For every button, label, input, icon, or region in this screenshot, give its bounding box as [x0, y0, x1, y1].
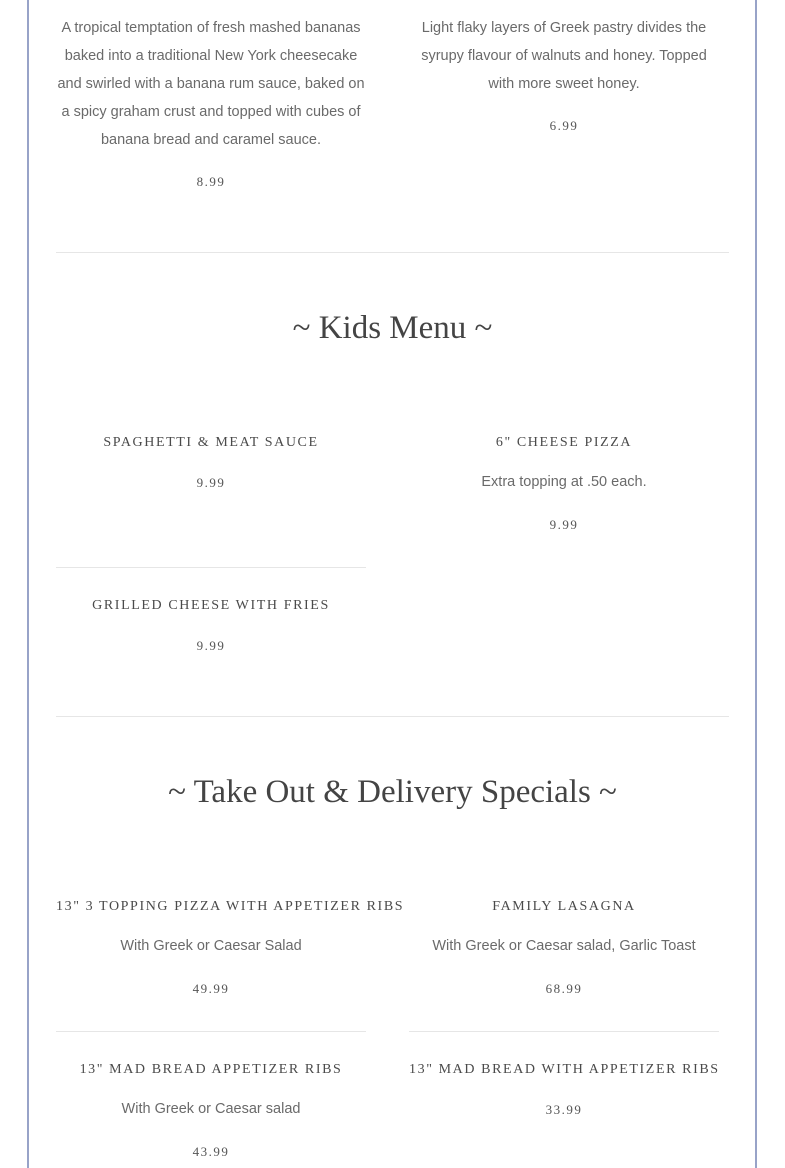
menu-item-name: 13" MAD BREAD APPETIZER RIBS [79, 1062, 343, 1077]
item-divider [409, 1031, 719, 1032]
menu-item-price: 68.99 [545, 981, 583, 996]
section-divider [56, 716, 729, 717]
menu-item-price: 9.99 [196, 475, 226, 490]
menu-item-price: 9.99 [196, 638, 226, 653]
menu-item-name: 13" MAD BREAD WITH APPETIZER RIBS [409, 1062, 720, 1077]
section-title-kids-menu: ~ Kids Menu ~ [292, 310, 493, 346]
item-divider [56, 1031, 366, 1032]
menu-item-name: SPAGHETTI & MEAT SAUCE [103, 435, 319, 450]
menu-item-name: 13" 3 TOPPING PIZZA WITH APPETIZER RIBS [56, 899, 405, 914]
menu-item-price: 49.99 [192, 981, 230, 996]
dessert-price: 6.99 [549, 118, 579, 133]
dessert-description: A tropical temptation of fresh mashed bananas baked into a traditional New York cheesecake and swirled with a banana rum sauce, baked on a spicy graham crust and topped with cubes of banana bread and caramel sauce. [57, 20, 365, 148]
menu-item-name: 6" CHEESE PIZZA [495, 435, 633, 450]
menu-item-price: 9.99 [549, 517, 579, 532]
section-title-takeout-specials: ~ Take Out & Delivery Specials ~ [168, 774, 617, 810]
menu-item-price: 43.99 [192, 1144, 230, 1159]
menu-item-description: With Greek or Caesar salad, Garlic Toast [432, 938, 696, 954]
menu-item-name: FAMILY LASAGNA [492, 899, 636, 914]
section-divider [56, 252, 729, 253]
dessert-price: 8.99 [196, 174, 226, 189]
item-divider [56, 567, 366, 568]
dessert-description: Light flaky layers of Greek pastry divides the syrupy flavour of walnuts and honey. Topped with more sweet honey. [421, 20, 707, 92]
menu-item-name: GRILLED CHEESE WITH FRIES [92, 598, 330, 613]
menu-item-description: Extra topping at .50 each. [481, 474, 647, 490]
menu-item-description: With Greek or Caesar Salad [120, 938, 302, 954]
menu-item-price: 33.99 [545, 1102, 583, 1117]
menu-item-description: With Greek or Caesar salad [121, 1101, 301, 1117]
